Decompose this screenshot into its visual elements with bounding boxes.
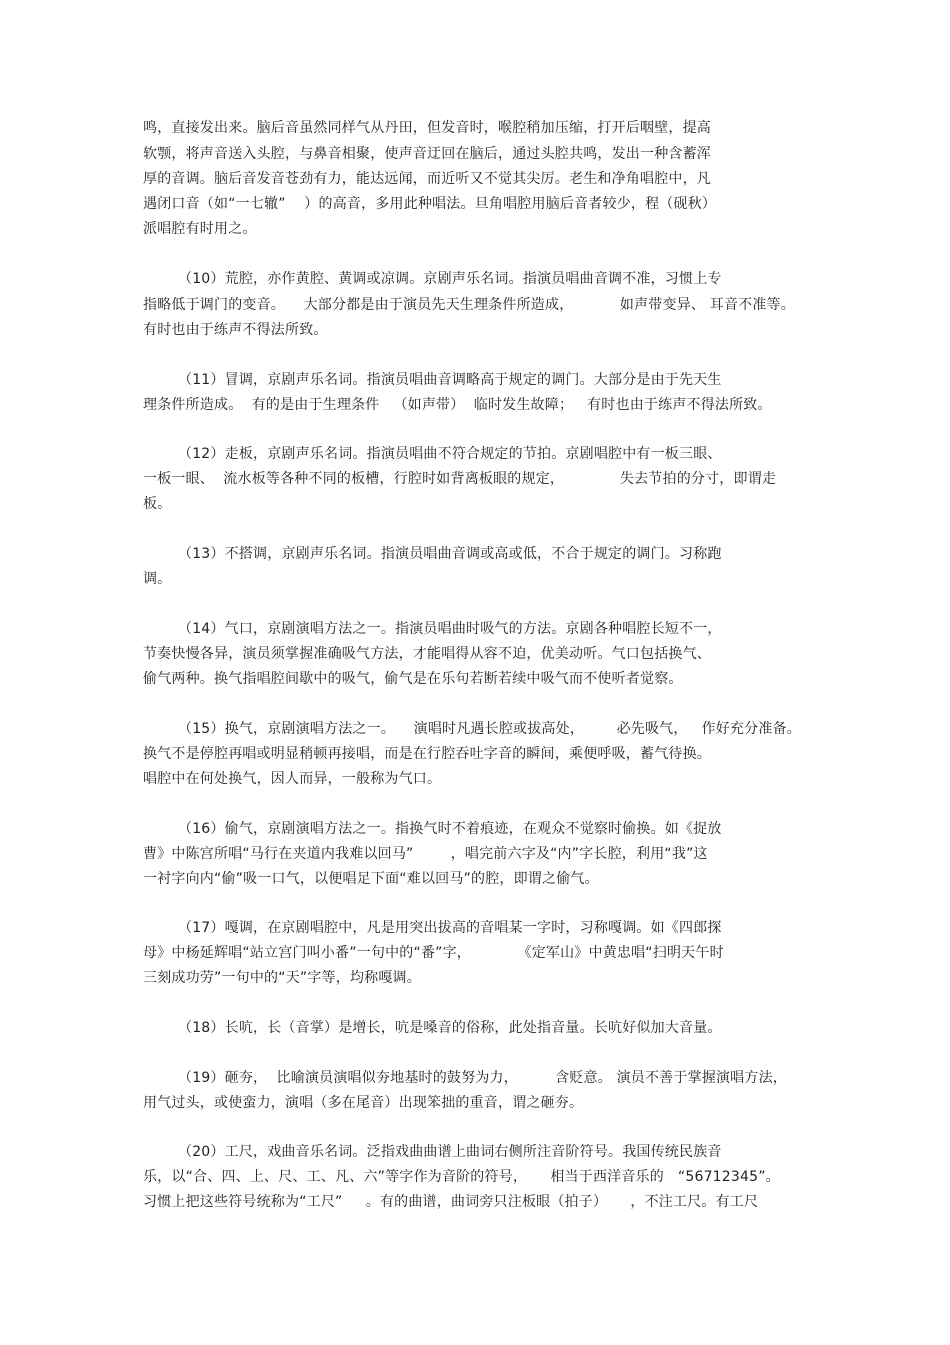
text-line: 板。 [143,496,172,512]
text-line: 调。 [143,571,172,587]
text-line: 一衬字向内“偷”吸一口气，以便唱足下面“难以回马”的腔，即谓之偷气。 [143,871,599,887]
paragraph-first-line: （17）嘎调，在京剧唱腔中，凡是用突出拔高的音唱某一字时，习称嘎调。如《四郎探 [178,920,722,936]
text-line: 曹》中陈宫所唱“马行在夹道内我难以回马” ，唱完前六字及“内”字长腔，利用“我”这 [143,846,708,862]
text-line: 鸣，直接发出来。脑后音虽然同样气从丹田，但发音时，喉腔稍加压缩，打开后咽壁，提高 [143,120,711,136]
paragraph-first-line: （14）气口，京剧演唱方法之一。指演员唱曲时吸气的方法。京剧各种唱腔长短不一， [178,621,722,637]
text-line: 派唱腔有时用之。 [143,221,257,237]
text-line: 唱腔中在何处换气，因人而异，一般称为气口。 [143,771,442,787]
text-line: 有时也由于练声不得法所致。 [143,322,328,338]
text-line: 偷气两种。换气指唱腔间歇中的吸气，偷气是在乐句若断若续中吸气而不使听者觉察。 [143,671,683,687]
paragraph-first-line: （19）砸夯， 比喻演员演唱似夯地基时的鼓努为力， 含贬意。 演员不善于掌握演唱方法， [178,1070,787,1086]
paragraph-first-line: （15）换气，京剧演唱方法之一。 演唱时凡遇长腔或拔高处， 必先吸气， 作好充分准备。 [178,721,801,737]
paragraph-first-line: （18）长吭，长（音掌）是增长，吭是嗓音的俗称，此处指音量。长吭好似加大音量。 [178,1020,722,1036]
paragraph-first-line: （16）偷气，京剧演唱方法之一。指换气时不着痕迹，在观众不觉察时偷换。如《捉放 [178,821,722,837]
text-line: 指略低于调门的变音。 大部分都是由于演员先天生理条件所造成， 如声带变异、 耳音不准等。 [143,297,795,313]
text-line: 乐，以“合、四、上、尺、工、凡、六”等字作为音阶的符号， 相当于西洋音乐的 “56712345”。 [143,1169,780,1185]
text-line: 节奏快慢各异，演员须掌握准确吸气方法，才能唱得从容不迫，优美动听。气口包括换气、 [143,646,711,662]
text-line: 厚的音调。脑后音发音苍劲有力，能达远闻，而近听又不觉其尖厉。老生和净角唱腔中，凡 [143,171,711,187]
paragraph-first-line: （11）冒调，京剧声乐名词。指演员唱曲音调略高于规定的调门。大部分是由于先天生 [178,372,722,388]
paragraph-first-line: （13）不搭调，京剧声乐名词。指演员唱曲音调或高或低，不合于规定的调门。习称跑 [178,546,722,562]
text-line: 软颚，将声音送入头腔，与鼻音相聚，使声音迂回在脑后，通过头腔共鸣，发出一种含蓄浑 [143,146,711,162]
text-line: 遇闭口音（如“一七辙” ）的高音，多用此种唱法。旦角唱腔用脑后音者较少，程（砚秋） [143,196,717,212]
text-line: 理条件所造成。 有的是由于生理条件 （如声带） 临时发生故障； 有时也由于练声不得法所致。 [143,397,772,413]
text-line: 三刻成功劳”一句中的“天”字等，均称嘎调。 [143,970,421,986]
text-line: 习惯上把这些符号统称为“工尺” 。有的曲谱，曲词旁只注板眼（拍子） ，不注工尺。有工尺 [143,1194,759,1210]
paragraph-first-line: （10）荒腔，亦作黄腔、黄调或凉调。京剧声乐名词。指演员唱曲音调不准，习惯上专 [178,271,722,287]
text-line: 换气不是停腔再唱或明显稍顿再接唱，而是在行腔吞吐字音的瞬间，乘便呼吸，蓄气待换。 [143,746,711,762]
paragraph-first-line: （20）工尺，戏曲音乐名词。泛指戏曲曲谱上曲词右侧所注音阶符号。我国传统民族音 [178,1144,722,1160]
text-line: 用气过头，或使蛮力，演唱（多在尾音）出现笨拙的重音，谓之砸夯。 [143,1095,584,1111]
text-line: 一板一眼、 流水板等各种不同的板槽，行腔时如背离板眼的规定， 失去节拍的分寸，即谓走 [143,471,777,487]
text-line: 母》中杨延辉唱“站立宫门叫小番”一句中的“番”字， 《定军山》中黄忠唱“扫明天午时 [143,945,724,961]
paragraph-first-line: （12）走板，京剧声乐名词。指演员唱曲不符合规定的节拍。京剧唱腔中有一板三眼、 [178,446,722,462]
